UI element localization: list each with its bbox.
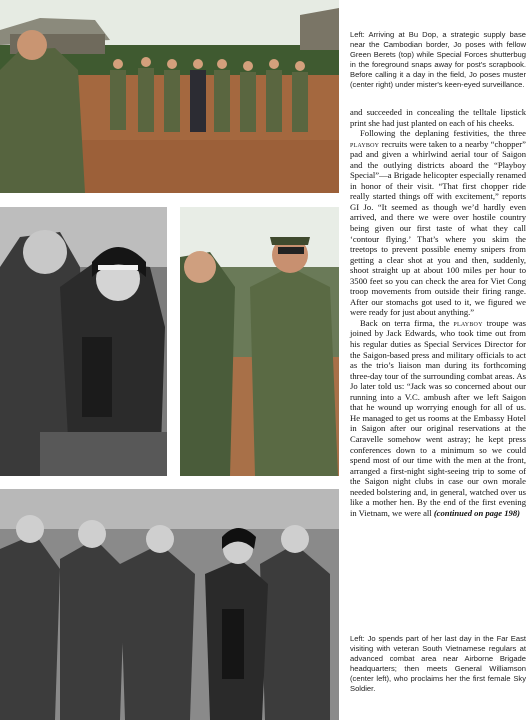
- continued-link[interactable]: (continued on page 198): [433, 507, 520, 518]
- article-paragraph-1: and succeeded in concealing the telltale lipstick print she had just planted on each of his cheeks.: [350, 107, 526, 128]
- photo-bu-dop-lineup: [0, 0, 339, 193]
- article-text: recruits were taken to a nearby “chopper” pad and given a whirlwind aerial tour of Saigon and the outlying districts aboard the “Playboy Special”—a Brigade helicopter especially renamed in honor of their visit. “That first chopper ride really started things off with excitement,” reports GI Jo. “It seemed as though we’d hardly even arrived, and there we were over hostile country being given our first taste of what they call ‘contour flying.’ That’s where you skim the treetops to prevent possible enemy snipers from getting a clear shot at you and then, suddenly, shoot straight up at about 100 miles per hour to 3500 feet so you can check the area for Viet Cong troop movements from outside their firing range. After our stomachs got used to it, we figured we were ready for just about anything.”: [350, 138, 526, 318]
- photo-jo-with-soldier: [180, 207, 339, 476]
- caption-top-photos: Left: Arriving at Bu Dop, a strategic supply base near the Cambodian border, Jo poses with fellow Green Berets (top) while Special Forces shutterbug in the foreground snaps away for post's scrapbook. Before calling it a day in the field, Jo poses muster (center right) under mister's keen-eyed surveillance.: [350, 30, 526, 90]
- article-paragraph-3: [350, 318, 526, 518]
- article-text: Back on terra firma, the: [360, 317, 454, 328]
- article-text: Following the deplaning festivities, the three: [360, 128, 526, 139]
- photo-jo-with-officer: [0, 207, 167, 476]
- caption-bottom-photos: Left: Jo spends part of her last day in the Far East visiting with veteran South Vietnamese regulars at advanced combat area near Airborne Brigade headquarters; then meets General Williamson (center left), who proclaims her the first female Sky Soldier.: [350, 634, 526, 694]
- article-body: [350, 107, 526, 518]
- article-text: troupe was joined by Jack Edwards, who took time out from his regular duties as Special Services Director for the Saigon-based press and military officials to act as the trio’s liaison man during its forthcoming three-day tour of the surrounding combat areas. As Jo later told us: “Jack was so concerned about our running into a V.C. ambush after we left Saigon that he wound up worrying enough for all of us. He managed to get us rooms at the Embassy Hotel in Saigon after our original reservations at the Caravelle somehow went astray; he kept press conferences down to a minimum so we could spend most of our time with the men at the front, arranged a first-night sight-seeing trip to some of the Saigon night clubs in case our own morale needed bolstering and, in general, watched over us like a mother hen. By the end of the first evening in Vietnam, we were all: [350, 317, 526, 518]
- brand-name: playboy: [453, 317, 483, 328]
- brand-name: playboy: [350, 138, 380, 149]
- article-paragraph-2: [350, 128, 526, 318]
- photo-jo-with-regulars: [0, 489, 339, 720]
